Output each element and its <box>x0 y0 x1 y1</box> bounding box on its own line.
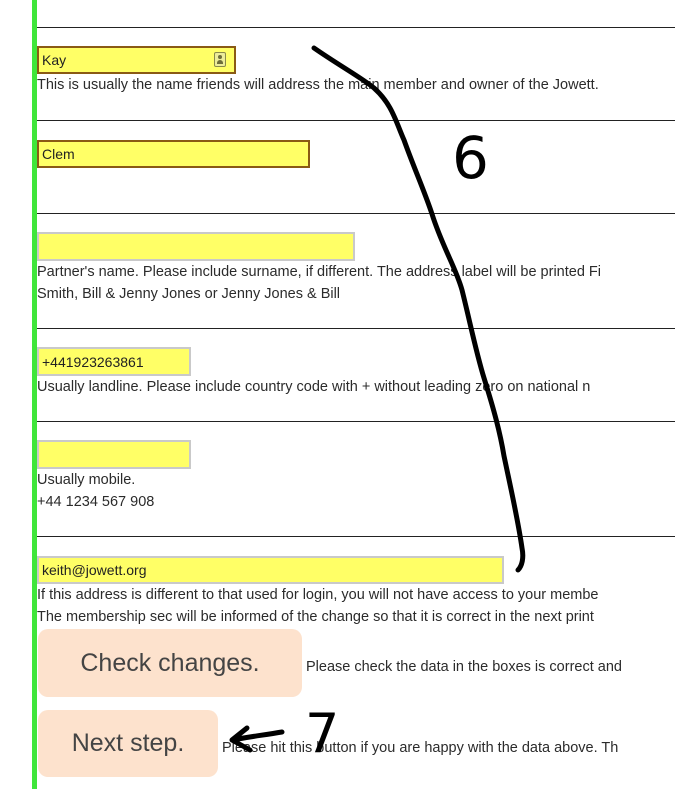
known-as-input[interactable] <box>37 46 236 74</box>
next-step-note: Please hit this button if you are happy with the data above. Th <box>222 740 619 756</box>
section-divider <box>37 120 675 121</box>
second-name-input[interactable] <box>37 140 310 168</box>
partner-input[interactable] <box>37 232 355 261</box>
phone-input[interactable] <box>37 347 191 376</box>
partner-help-text: Partner's name. Please include surname, if different. The address label will be printed Fi <box>37 264 601 280</box>
contact-card-icon[interactable] <box>214 52 226 67</box>
mobile-input[interactable] <box>37 440 191 469</box>
email-help-text-2: The membership sec will be informed of the change so that it is correct in the next print <box>37 609 594 625</box>
annotation-label-7: 7 <box>305 702 340 765</box>
section-divider <box>37 328 675 329</box>
email-input[interactable] <box>37 556 504 584</box>
phone-help-text: Usually landline. Please include country code with + without leading zero on national n <box>37 379 591 395</box>
check-changes-note: Please check the data in the boxes is correct and <box>306 659 622 675</box>
section-divider <box>37 536 675 537</box>
mobile-help-example: +44 1234 567 908 <box>37 494 155 510</box>
section-divider <box>37 421 675 422</box>
partner-help-text-2: Smith, Bill & Jenny Jones or Jenny Jones & Bill <box>37 286 341 302</box>
check-changes-button[interactable]: Check changes. <box>38 629 302 697</box>
annotation-label-6: 6 <box>452 124 489 192</box>
known-as-help-text: This is usually the name friends will address the main member and owner of the Jowett. <box>37 77 599 93</box>
mobile-help-text: Usually mobile. <box>37 472 136 488</box>
section-divider <box>37 213 675 214</box>
email-help-text: If this address is different to that used for login, you will not have access to your membe <box>37 587 599 603</box>
next-step-button[interactable]: Next step. <box>38 710 218 777</box>
section-divider <box>37 27 675 28</box>
